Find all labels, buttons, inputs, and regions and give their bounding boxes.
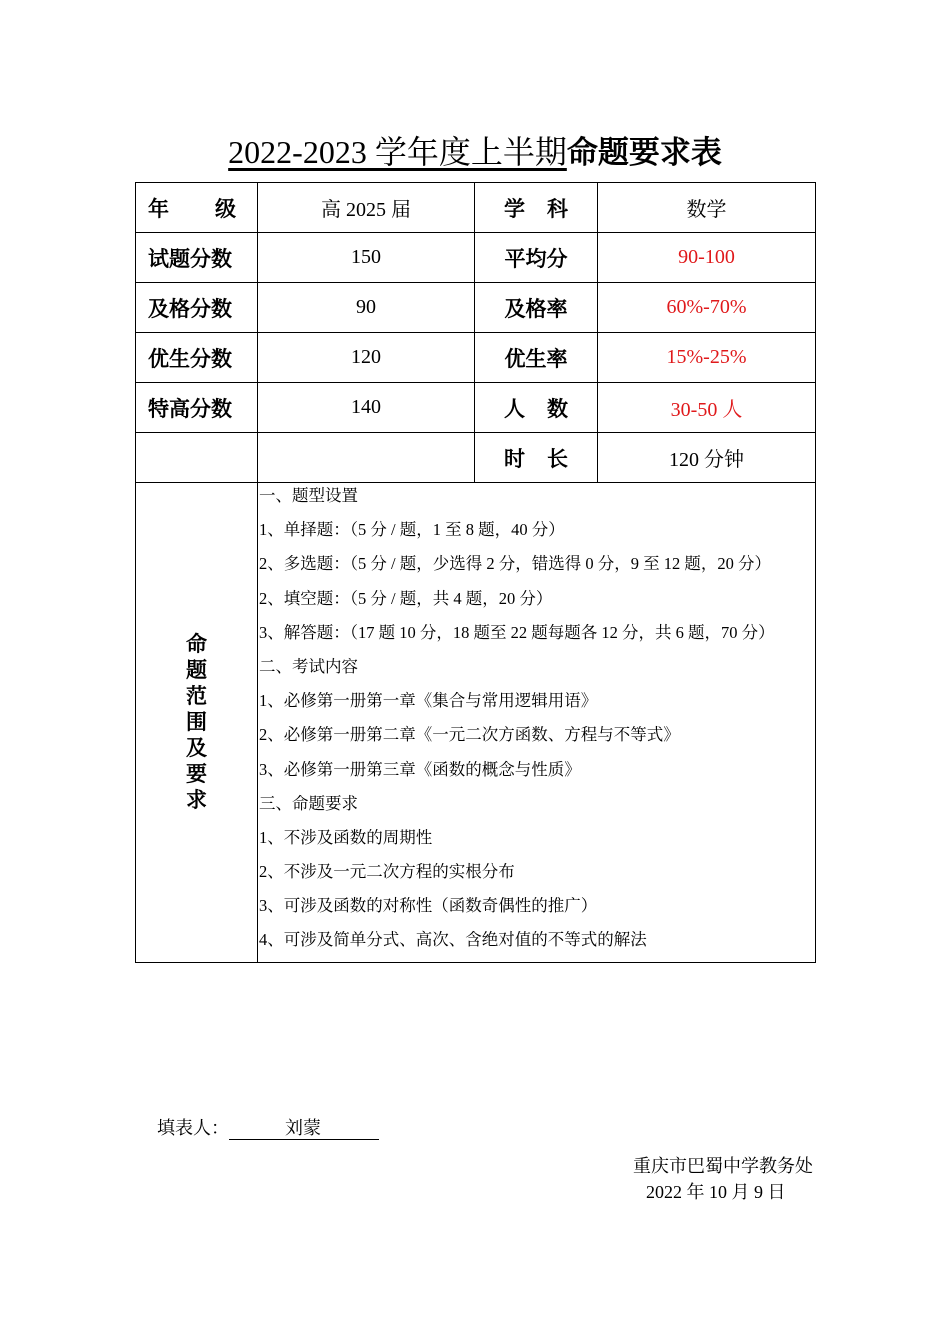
pass-score-label: 及格分数 — [136, 283, 258, 333]
filler-name: 刘蒙 — [229, 1117, 379, 1140]
pass-score-value: 90 — [258, 283, 475, 333]
total-score-value: 150 — [258, 233, 475, 283]
table-row — [136, 183, 816, 233]
excellent-rate-label: 优生率 — [475, 333, 598, 383]
content-line: 1、单择题：（5 分 / 题，1 至 8 题，40 分） — [259, 520, 565, 540]
duration-label: 时 长 — [475, 433, 598, 483]
scope-content-cell — [258, 483, 816, 963]
top-score-value: 140 — [258, 383, 475, 433]
content-line: 三、命题要求 — [259, 793, 358, 813]
scope-label: 命题范围及要求 — [186, 632, 207, 813]
content-line: 1、必修第一册第一章《集合与常用逻辑用语》 — [259, 691, 598, 711]
headcount-label: 人 数 — [475, 383, 598, 433]
table-row — [136, 333, 816, 383]
table-row — [136, 383, 816, 433]
headcount-value: 30-50 人 — [598, 383, 816, 433]
subject-label: 学 科 — [475, 183, 598, 233]
document-date: 2022 年 10 月 9 日 — [646, 1182, 786, 1202]
scope-content — [258, 483, 815, 962]
title-term: 2022-2023 学年度上半期 — [228, 134, 567, 170]
content-line: 2、必修第一册第二章《一元二次方函数、方程与不等式》 — [259, 725, 680, 745]
filler-label: 填表人： — [157, 1118, 229, 1138]
grade-value: 高 2025 届 — [258, 183, 475, 233]
content-line: 3、必修第一册第三章《函数的概念与性质》 — [259, 759, 581, 779]
content-line: 2、多选题：（5 分 / 题，少选得 2 分，错选得 0 分，9 至 12 题，20 分） — [259, 554, 771, 574]
requirements-table — [135, 182, 816, 963]
pass-rate-value: 60%-70% — [598, 283, 816, 333]
table-row — [136, 483, 816, 963]
content-line: 3、可涉及函数的对称性（函数奇偶性的推广） — [259, 896, 598, 916]
school-name: 重庆市巴蜀中学教务处 — [633, 1156, 813, 1176]
duration-value: 120 分钟 — [598, 433, 816, 483]
table-row — [136, 283, 816, 333]
table-row — [136, 433, 816, 483]
excellent-rate-value: 15%-25% — [598, 333, 816, 383]
content-line: 4、可涉及简单分式、高次、含绝对值的不等式的解法 — [259, 930, 647, 950]
document-title — [0, 130, 950, 175]
content-line: 一、题型设置 — [259, 486, 358, 505]
pass-rate-label: 及格率 — [475, 283, 598, 333]
excellent-score-label: 优生分数 — [136, 333, 258, 383]
subject-value: 数学 — [598, 183, 816, 233]
content-line: 二、考试内容 — [259, 656, 358, 676]
empty-cell — [136, 433, 258, 483]
title-main: 命题要求表 — [566, 135, 722, 171]
content-line: 2、填空题：（5 分 / 题，共 4 题，20 分） — [259, 588, 553, 608]
scope-label-cell — [136, 483, 258, 963]
filler-line — [157, 1114, 379, 1140]
excellent-score-value: 120 — [258, 333, 475, 383]
content-line: 3、解答题：（17 题 10 分，18 题至 22 题每题各 12 分，共 6 题，70 分） — [259, 622, 775, 642]
top-score-label: 特高分数 — [136, 383, 258, 433]
table-row — [136, 233, 816, 283]
content-line: 1、不涉及函数的周期性 — [259, 827, 433, 847]
content-line: 2、不涉及一元二次方程的实根分布 — [259, 862, 515, 882]
average-value: 90-100 — [598, 233, 816, 283]
total-score-label: 试题分数 — [136, 233, 258, 283]
grade-label: 年 级 — [136, 183, 258, 233]
empty-cell — [258, 433, 475, 483]
average-label: 平均分 — [475, 233, 598, 283]
